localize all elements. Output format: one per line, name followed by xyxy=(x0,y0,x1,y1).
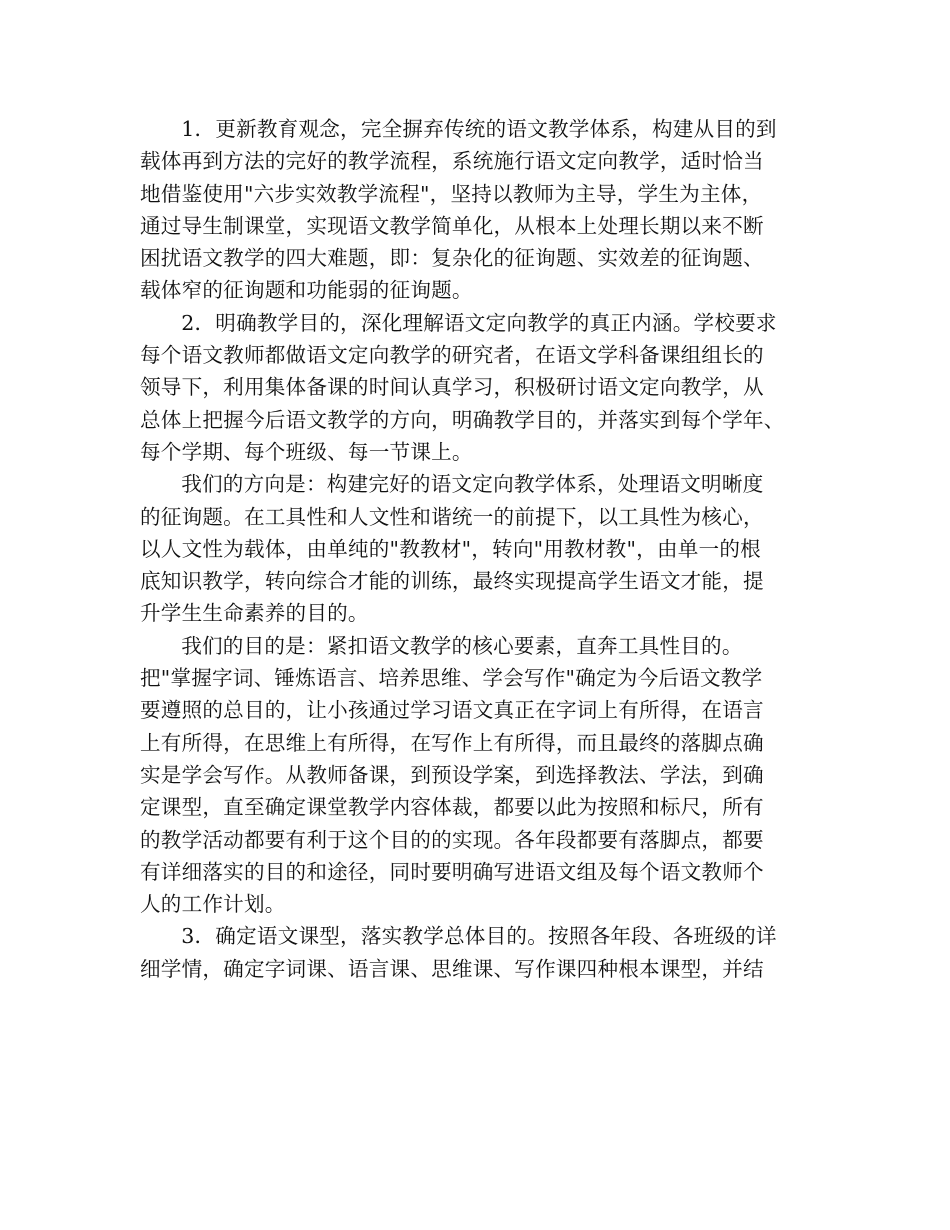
text-line: 2．明确教学目的，深化理解语文定向教学的真正内涵。学校要求 xyxy=(181,310,777,335)
text-line: 的征询题。在工具性和人文性和谐统一的前提下，以工具性为核心， xyxy=(140,504,764,529)
text-line: 人的工作计划。 xyxy=(140,892,286,917)
paragraph-3 xyxy=(140,468,825,629)
paragraph-4 xyxy=(140,630,825,921)
text-line: 领导下，利用集体备课的时间认真学习，积极研讨语文定向教学，从 xyxy=(140,375,764,400)
text-line: 地借鉴使用"六步实效教学流程"，坚持以教师为主导，学生为主体， xyxy=(140,181,763,206)
text-line: 困扰语文教学的四大难题，即：复杂化的征询题、实效差的征询题、 xyxy=(140,246,764,271)
text-line: 载体再到方法的完好的教学流程，系统施行语文定向教学，适时恰当 xyxy=(140,149,764,174)
text-line: 上有所得，在思维上有所得，在写作上有所得，而且最终的落脚点确 xyxy=(140,730,764,755)
text-line: 每个学期、每个班级、每一节课上。 xyxy=(140,439,473,464)
text-line: 要遵照的总目的，让小孩通过学习语文真正在字词上有所得，在语言 xyxy=(140,698,764,723)
text-line: 实是学会写作。从教师备课，到预设学案，到选择教法、学法，到确 xyxy=(140,762,764,787)
text-line: 我们的方向是：构建完好的语文定向教学体系，处理语文明晰度 xyxy=(181,472,764,497)
text-line: 每个语文教师都做语文定向教学的研究者，在语文学科备课组组长的 xyxy=(140,343,764,368)
paragraph-1 xyxy=(140,113,825,307)
paragraph-2 xyxy=(140,307,825,468)
text-line: 通过导生制课堂，实现语文教学简单化，从根本上处理长期以来不断 xyxy=(140,213,764,238)
text-line: 升学生生命素养的目的。 xyxy=(140,601,369,626)
text-line: 以人文性为载体，由单纯的"教教材"，转向"用教材教"，由单一的根 xyxy=(140,536,761,561)
text-line: 有详细落实的目的和途径，同时要明确写进语文组及每个语文教师个 xyxy=(140,859,764,884)
text-line: 底知识教学，转向综合才能的训练，最终实现提高学生语文才能，提 xyxy=(140,569,764,594)
text-line: 1．更新教育观念，完全摒弃传统的语文教学体系，构建从目的到 xyxy=(181,117,777,141)
text-line: 细学情，确定字词课、语言课、思维课、写作课四种根本课型，并结 xyxy=(140,956,764,981)
text-line: 把"掌握字词、锤炼语言、培养思维、学会写作"确定为今后语文教学 xyxy=(140,666,763,691)
text-line: 我们的目的是：紧扣语文教学的核心要素，直奔工具性目的。 xyxy=(181,633,743,658)
text-line: 3．确定语文课型，落实教学总体目的。按照各年段、各班级的详 xyxy=(181,924,777,949)
text-line: 总体上把握今后语文教学的方向，明确教学目的，并落实到每个学年、 xyxy=(140,407,785,432)
document-page xyxy=(140,113,825,985)
text-line: 定课型，直至确定课堂教学内容体裁，都要以此为按照和标尺，所有 xyxy=(140,795,764,820)
paragraph-5 xyxy=(140,920,825,985)
text-line: 的教学活动都要有利于这个目的的实现。各年段都要有落脚点，都要 xyxy=(140,827,764,852)
text-line: 载体窄的征询题和功能弱的征询题。 xyxy=(140,278,473,303)
